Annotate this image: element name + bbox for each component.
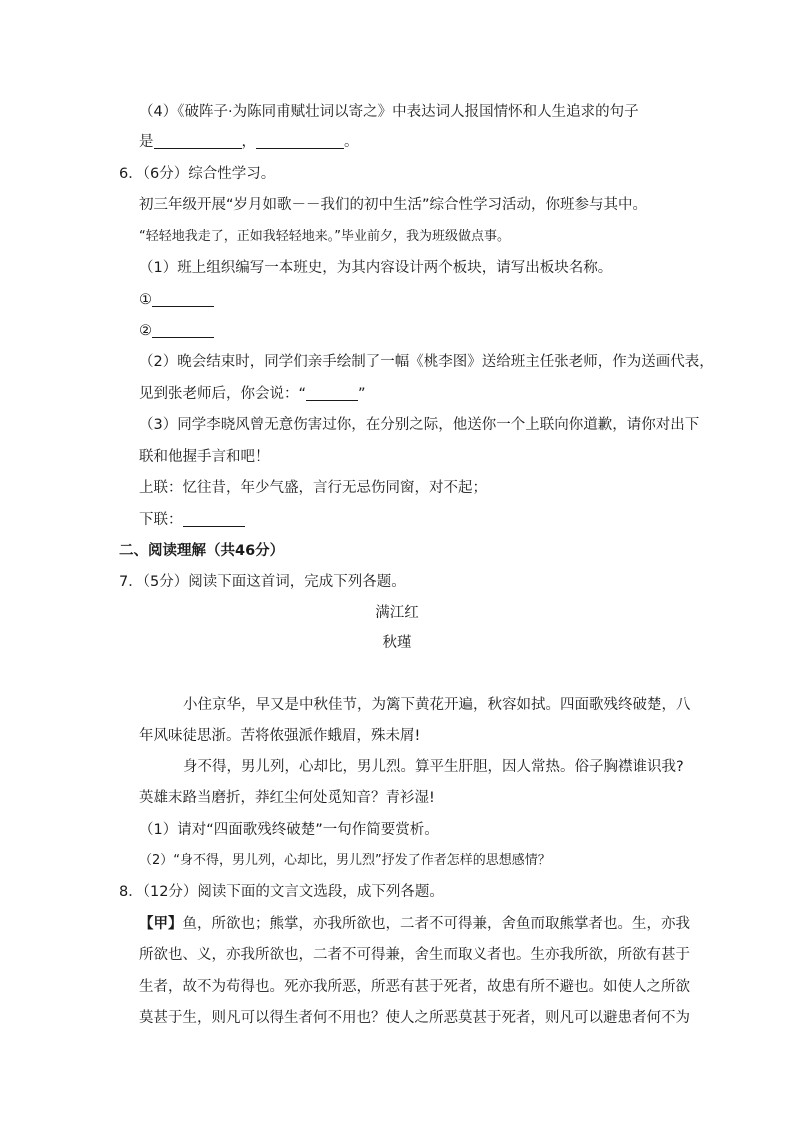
q7-sub1: （1）请对“四面歌残终破楚”一句作简要赏析。 (139, 822, 439, 838)
q6-sub3-line1: （3）同学李晓风曾无意伤害过你，在分别之际，他送你一个上联向你道歉，请你对出下 (139, 417, 700, 433)
q8-jia-label: 【甲】 (139, 916, 183, 932)
q6-sub2-line2 (139, 384, 366, 404)
q8-header: 8．（12分）阅读下面的文言文选段，成下列各题。 (119, 884, 444, 900)
q6-upper-couplet: 上联：忆往昔，年少气盛，言行无忌伤同窗，对不起； (139, 480, 487, 496)
q7-sub2: （2）“身不得，男儿列，心却比，男儿烈”抒发了作者怎样的思想感情？ (139, 853, 551, 868)
q5-4-comma: ， (241, 134, 256, 150)
q6-mark-1: ① (139, 292, 152, 308)
q5-4-end: 。 (344, 134, 359, 150)
q6-sub2-blank[interactable] (306, 385, 358, 401)
q6-sub2-line1: （2）晚会结束时，同学们亲手绘制了一幅《桃李图》送给班主任张老师，作为送画代表， (139, 354, 714, 370)
q6-answer-1 (139, 290, 214, 310)
q8-line2: 所欲也、义，亦我所欲也，二者不可得兼，舍生而取义者也。生亦我所欲，所欲有甚于 (139, 947, 690, 963)
q5-4-line2 (139, 132, 359, 152)
poem-title: 满江红 (375, 605, 419, 621)
q8-line3: 生者，故不为苟得也。死亦我所恶，所恶有甚于死者，故患有所不避也。如使人之所欲 (139, 979, 690, 995)
q7-header: 7．（5分）阅读下面这首词，完成下列各题。 (119, 574, 406, 590)
q5-4-blank-2[interactable] (256, 133, 344, 149)
q6-sub3-line2: 联和他握手言和吧！ (139, 449, 270, 465)
q5-4-blank-1[interactable] (154, 133, 242, 149)
q5-4-line1: （4）《破阵子·为陈同甫赋壮词以寄之》中表达词人报国情怀和人生追求的句子 (139, 104, 639, 120)
q5-4-prefix: 是 (139, 134, 154, 150)
q6-header: 6．（6分）综合性学习。 (119, 166, 276, 182)
poem-p1-line1: 小住京华，早又是中秋佳节，为篱下黄花开遍，秋容如拭。四面歌残终破楚，八 (183, 697, 691, 713)
q6-intro: 初三年级开展“岁月如歌－－我们的初中生活”综合性学习活动，你班参与其中。 (139, 197, 648, 213)
q6-answer-2 (139, 321, 214, 341)
poem-p2-line2: 英雄末路当磨折，莽红尘何处觅知音？青衫湿! (139, 790, 435, 806)
q6-blank-2[interactable] (152, 322, 214, 338)
poem-author: 秋瑾 (382, 635, 412, 651)
q8-line4: 莫甚于生，则凡可以得生者何不用也？使人之所恶莫甚于死者，则凡可以避患者何不为 (139, 1010, 690, 1026)
q6-blank-1[interactable] (152, 291, 214, 307)
poem-p1-line2: 年风味徒思浙。苦将侬强派作蛾眉，殊未屑! (139, 728, 421, 744)
q6-mark-2: ② (139, 323, 152, 339)
q8-line1 (139, 914, 690, 934)
q6-quote: “轻轻地我走了，正如我轻轻地来。”毕业前夕，我为班级做点事。 (139, 229, 510, 244)
q6-sub2-suffix: ” (358, 386, 366, 402)
q8-line1-text: 鱼，所欲也；熊掌，亦我所欲也，二者不可得兼，舍鱼而取熊掌者也。生，亦我 (182, 916, 690, 932)
poem-p2-line1: 身不得，男儿列，心却比，男儿烈。算平生肝胆，因人常热。俗子胸襟谁识我? (183, 759, 684, 775)
q6-lower-prefix: 下联： (139, 512, 183, 528)
q6-sub1: （1）班上组织编写一本班史，为其内容设计两个板块，请写出板块名称。 (139, 260, 613, 276)
section-2-title: 二、阅读理解（共46分） (119, 543, 285, 559)
q6-sub2-prefix: 见到张老师后，你会说：“ (139, 386, 307, 402)
q6-lower-couplet (139, 510, 245, 530)
q6-lower-blank[interactable] (183, 511, 245, 527)
